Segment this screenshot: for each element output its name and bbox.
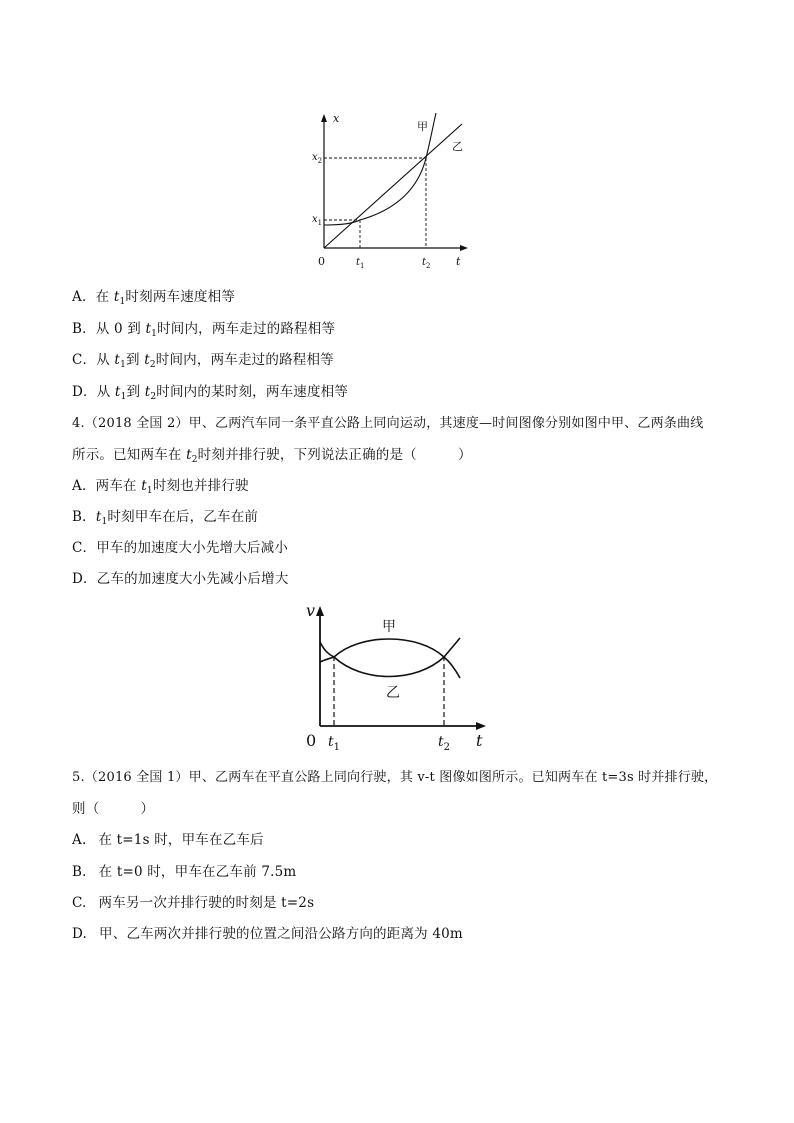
q4-option-d: D．乙车的加速度大小先减小后增大 bbox=[72, 571, 289, 587]
x1-label: $x_1$ bbox=[312, 214, 323, 227]
q4-stem-line1: 4.（2018 全国 2）甲、乙两汽车同一条平直公路上同向运动，其速度—时间图像分别如图中甲、乙两条曲线 bbox=[72, 416, 704, 431]
stem-text: 时刻并排行驶，下列说法正确的是（ ） bbox=[197, 447, 472, 463]
option-text: 时刻甲车在后，乙车在前 bbox=[107, 509, 259, 525]
x-axis-arrow bbox=[476, 722, 486, 730]
xt-graph-figure bbox=[300, 108, 480, 278]
x-axis-label: t bbox=[456, 255, 461, 268]
var-t: t bbox=[144, 352, 150, 368]
subscript: 1 bbox=[120, 360, 126, 370]
subscript: 1 bbox=[101, 517, 108, 527]
t2-label: $t_2$ bbox=[438, 734, 451, 753]
subscript: 2 bbox=[149, 360, 156, 370]
var-t: t bbox=[114, 384, 121, 400]
option-text: 在 t=1s 时，甲车在乙车后 bbox=[98, 832, 264, 848]
subscript: 2 bbox=[191, 455, 198, 465]
curve-jia-label: 甲 bbox=[382, 619, 396, 635]
var-t: t bbox=[113, 289, 120, 305]
q5-stem-line2: 则（ ） bbox=[72, 801, 155, 817]
option-letter: C. bbox=[72, 895, 87, 911]
y-axis-label: v bbox=[306, 601, 316, 620]
subscript: 2 bbox=[150, 392, 157, 402]
option-text: 在 t=0 时，甲车在乙车前 7.5m bbox=[98, 864, 297, 880]
curve-yi-label: 乙 bbox=[452, 140, 463, 153]
stem-text: 所示。已知两车在 bbox=[72, 447, 187, 463]
option-text: 时刻也并排行驶 bbox=[152, 478, 249, 494]
curve-yi-line bbox=[320, 638, 460, 677]
option-text: B．从 0 到 bbox=[72, 321, 146, 337]
option-letter: B. bbox=[72, 864, 87, 880]
q4-option-b bbox=[72, 508, 258, 531]
origin-label: 0 bbox=[318, 255, 325, 268]
q5-option-a bbox=[72, 831, 264, 849]
subscript: 1 bbox=[151, 329, 158, 339]
var-t: t bbox=[186, 447, 192, 463]
q4-stem-line2 bbox=[72, 446, 472, 469]
option-text: D．从 bbox=[72, 384, 115, 400]
option-text: 时间内的某时刻，两车速度相等 bbox=[156, 384, 349, 400]
x-axis-arrow bbox=[460, 245, 468, 251]
y-axis-label: x bbox=[333, 112, 340, 125]
q4-option-a bbox=[72, 477, 249, 500]
option-text: 时刻两车速度相等 bbox=[125, 289, 236, 305]
origin-label: 0 bbox=[306, 731, 317, 750]
option-text: 甲、乙车两次并排行驶的位置之间沿公路方向的距离为 40m bbox=[99, 926, 463, 942]
q3-option-c bbox=[72, 351, 334, 374]
option-text: C．从 bbox=[72, 352, 115, 368]
y-axis-arrow bbox=[321, 114, 327, 122]
var-t: t bbox=[144, 384, 151, 400]
x-axis-label: t bbox=[476, 731, 483, 750]
subscript: 1 bbox=[119, 297, 126, 307]
subscript: 1 bbox=[120, 392, 127, 402]
q3-option-a bbox=[72, 288, 235, 311]
q5-stem-line1: 5.（2016 全国 1）甲、乙两车在平直公路上同向行驶，其 v-t 图像如图所示。已知两车在 t=3s 时并排行驶， bbox=[72, 770, 718, 785]
var-t: t bbox=[95, 509, 102, 525]
q5-option-b bbox=[72, 863, 296, 881]
var-t: t bbox=[141, 478, 147, 494]
q3-option-d bbox=[72, 383, 348, 406]
option-letter: A. bbox=[72, 832, 87, 848]
option-text: 两车另一次并排行驶的时刻是 t=2s bbox=[98, 895, 315, 911]
option-text: 到 bbox=[126, 352, 145, 368]
q5-option-d bbox=[72, 925, 463, 943]
t2-label: $t_2$ bbox=[422, 257, 431, 270]
curve-yi-label: 乙 bbox=[386, 685, 400, 701]
option-text: A．两车在 bbox=[72, 478, 142, 494]
y-axis-arrow bbox=[316, 606, 324, 616]
option-text: 时间内，两车走过的路程相等 bbox=[155, 352, 334, 368]
option-text: B． bbox=[72, 509, 96, 525]
t1-label: $t_1$ bbox=[328, 734, 341, 753]
vt-graph-figure bbox=[300, 600, 500, 756]
option-text: 时间内，两车走过的路程相等 bbox=[157, 321, 336, 337]
q3-option-b bbox=[72, 320, 335, 343]
subscript: 1 bbox=[146, 486, 153, 496]
curve-yi-line bbox=[324, 124, 462, 248]
option-text: 到 bbox=[126, 384, 145, 400]
var-t: t bbox=[114, 352, 121, 368]
option-text: A．在 bbox=[72, 289, 114, 305]
curve-jia-label: 甲 bbox=[417, 120, 428, 133]
option-letter: D. bbox=[72, 926, 88, 942]
curve-jia-line bbox=[320, 639, 460, 678]
var-t: t bbox=[145, 321, 152, 337]
q5-option-c bbox=[72, 894, 314, 912]
q4-option-c: C．甲车的加速度大小先增大后减小 bbox=[72, 540, 289, 556]
t1-label: $t_1$ bbox=[356, 257, 365, 270]
x2-label: $x_2$ bbox=[312, 152, 323, 165]
